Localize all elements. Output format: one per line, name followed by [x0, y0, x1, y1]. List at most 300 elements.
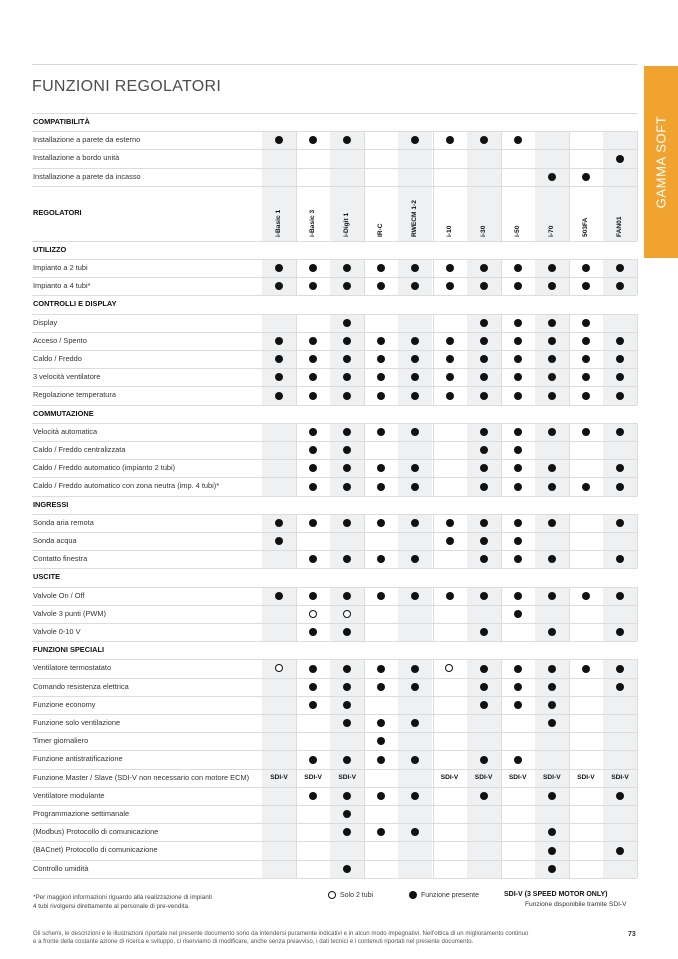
- column-shade: [398, 606, 432, 623]
- feature-present-dot: [377, 264, 385, 272]
- column-shade: [467, 842, 501, 859]
- feature-present-dot: [377, 792, 385, 800]
- column-divider: [569, 805, 570, 823]
- feature-present-dot: [514, 665, 522, 673]
- column-divider: [296, 787, 297, 805]
- row-divider: [32, 368, 637, 369]
- column-divider: [364, 823, 365, 841]
- column-divider: [637, 259, 638, 277]
- column-divider: [637, 805, 638, 823]
- column-divider: [296, 259, 297, 277]
- feature-present-dot: [343, 665, 351, 673]
- side-tab-label: GAMMA SOFT: [653, 115, 669, 209]
- feature-present-dot: [480, 264, 488, 272]
- row-divider: [32, 550, 637, 551]
- feature-present-dot: [548, 173, 556, 181]
- feature-present-dot: [309, 464, 317, 472]
- row-label: Impianto a 2 tubi: [33, 263, 88, 272]
- column-divider: [637, 131, 638, 149]
- page-number: 73: [628, 931, 636, 938]
- column-shade: [330, 733, 364, 750]
- feature-present-dot: [480, 355, 488, 363]
- row-divider: [32, 641, 637, 642]
- row-label: Funzione solo ventilazione: [33, 718, 121, 727]
- column-shade: [467, 733, 501, 750]
- column-divider: [501, 441, 502, 459]
- row-label: Comando resistenza elettrica: [33, 681, 129, 691]
- column-divider: [637, 514, 638, 532]
- column-divider: [296, 696, 297, 714]
- row-divider: [32, 277, 637, 278]
- column-shade: [262, 697, 296, 714]
- column-divider: [637, 423, 638, 441]
- row-divider: [32, 295, 637, 296]
- feature-present-dot: [548, 701, 556, 709]
- feature-present-dot: [514, 683, 522, 691]
- feature-present-dot: [514, 610, 522, 618]
- column-divider: [364, 423, 365, 441]
- row-divider: [32, 386, 637, 387]
- legend-dot-label: Funzione presente: [421, 891, 479, 899]
- column-shade: [398, 806, 432, 823]
- column-divider: [296, 623, 297, 641]
- feature-present-dot: [616, 519, 624, 527]
- column-shade: [603, 751, 637, 768]
- column-shade: [262, 715, 296, 732]
- column-divider: [296, 714, 297, 732]
- feature-present-dot: [480, 428, 488, 436]
- column-divider: [637, 769, 638, 787]
- feature-present-dot: [582, 355, 590, 363]
- column-divider: [637, 678, 638, 696]
- column-shade: [603, 606, 637, 623]
- feature-present-dot: [514, 282, 522, 290]
- feature-present-dot: [480, 519, 488, 527]
- feature-present-dot: [446, 282, 454, 290]
- row-label: Ventilatore termostatato: [33, 663, 112, 673]
- column-divider: [296, 550, 297, 568]
- row-divider: [32, 750, 637, 751]
- column-shade: [398, 770, 432, 787]
- table-top-rule: [32, 113, 637, 114]
- column-divider: [501, 714, 502, 732]
- section-heading: UTILIZZO: [33, 244, 67, 254]
- column-divider: [433, 168, 434, 186]
- section-heading: COMMUTAZIONE: [33, 408, 94, 418]
- column-divider: [433, 477, 434, 495]
- column-divider: [433, 841, 434, 859]
- row-divider: [32, 423, 637, 424]
- column-divider: [501, 823, 502, 841]
- row-label: (BACnet) Protocollo di comunicazione: [33, 845, 158, 855]
- column-shade: [603, 824, 637, 841]
- column-divider: [569, 386, 570, 404]
- column-divider: [637, 350, 638, 368]
- column-divider: [501, 350, 502, 368]
- row-label: Contatto finestra: [33, 554, 88, 564]
- column-shade: [262, 806, 296, 823]
- column-shade: [330, 533, 364, 550]
- feature-present-dot: [446, 355, 454, 363]
- row-label: Sonda acqua: [33, 536, 77, 545]
- row-divider: [32, 149, 637, 150]
- feature-present-dot: [446, 537, 454, 545]
- feature-present-dot: [377, 483, 385, 491]
- column-shade: [535, 806, 569, 823]
- column-divider: [364, 477, 365, 495]
- column-divider: [296, 732, 297, 750]
- feature-present-dot: [514, 592, 522, 600]
- column-divider: [637, 314, 638, 332]
- column-divider: [569, 477, 570, 495]
- column-divider: [296, 750, 297, 768]
- column-divider: [637, 750, 638, 768]
- column-divider: [296, 532, 297, 550]
- row-divider: [32, 787, 637, 788]
- column-divider: [637, 277, 638, 295]
- column-divider: [433, 149, 434, 167]
- column-header: i-70: [547, 225, 555, 237]
- column-shade: [603, 733, 637, 750]
- row-label: Regolazione temperatura: [33, 390, 116, 400]
- column-shade: [603, 169, 637, 186]
- row-label: Valvole 0-10 V: [33, 627, 81, 636]
- feature-present-dot: [377, 428, 385, 436]
- column-divider: [637, 696, 638, 714]
- column-divider: [433, 605, 434, 623]
- column-divider: [296, 659, 297, 677]
- feature-present-dot: [582, 319, 590, 327]
- disclaimer: [33, 930, 603, 946]
- column-divider: [569, 659, 570, 677]
- column-divider: [296, 277, 297, 295]
- column-header: IR-C: [377, 223, 385, 237]
- row-label: Impianto a 4 tubi*: [33, 281, 91, 291]
- column-divider: [364, 750, 365, 768]
- feature-present-dot: [309, 683, 317, 691]
- column-shade: [398, 697, 432, 714]
- feature-present-dot: [480, 756, 488, 764]
- feature-present-dot: [309, 337, 317, 345]
- feature-present-dot: [514, 337, 522, 345]
- row-label: 3 velocità ventilatore: [33, 372, 101, 382]
- feature-present-dot: [548, 719, 556, 727]
- column-header: FAN01: [616, 216, 624, 237]
- column-divider: [296, 860, 297, 878]
- column-divider: [501, 750, 502, 768]
- column-divider: [433, 459, 434, 477]
- feature-present-dot: [309, 446, 317, 454]
- column-divider: [501, 860, 502, 878]
- column-shade: [262, 424, 296, 441]
- feature-present-dot: [480, 483, 488, 491]
- feature-present-dot: [548, 337, 556, 345]
- feature-present-dot: [411, 483, 419, 491]
- column-divider: [501, 277, 502, 295]
- column-divider: [637, 623, 638, 641]
- column-divider: [501, 332, 502, 350]
- feature-present-dot: [480, 555, 488, 563]
- feature-present-dot: [309, 483, 317, 491]
- legend-sdi-code: SDI-V: [504, 891, 523, 898]
- column-shade: [535, 606, 569, 623]
- column-shade: [398, 861, 432, 878]
- column-divider: [501, 550, 502, 568]
- column-divider: [433, 441, 434, 459]
- column-divider: [501, 386, 502, 404]
- column-divider: [569, 423, 570, 441]
- feature-present-dot: [343, 865, 351, 873]
- column-divider: [569, 787, 570, 805]
- feature-present-dot: [548, 519, 556, 527]
- column-divider: [433, 823, 434, 841]
- row-label: Caldo / Freddo: [33, 354, 82, 363]
- column-divider: [501, 131, 502, 149]
- column-divider: [569, 696, 570, 714]
- column-divider: [569, 514, 570, 532]
- feature-present-dot: [480, 683, 488, 691]
- column-divider: [501, 423, 502, 441]
- feature-present-dot: [548, 264, 556, 272]
- column-divider: [364, 186, 365, 241]
- column-divider: [433, 314, 434, 332]
- column-divider: [569, 623, 570, 641]
- column-shade: [262, 169, 296, 186]
- feature-present-dot: [582, 337, 590, 345]
- column-divider: [637, 605, 638, 623]
- feature-present-dot: [343, 683, 351, 691]
- column-divider: [569, 732, 570, 750]
- sdi-cell-text: SDI-V: [338, 773, 356, 781]
- column-divider: [433, 714, 434, 732]
- footnote-line-1: *Per maggiori informazioni riguardo alla realizzazione di impianti: [33, 894, 212, 901]
- column-divider: [364, 350, 365, 368]
- feature-present-dot: [480, 592, 488, 600]
- feature-present-dot: [480, 373, 488, 381]
- column-divider: [433, 550, 434, 568]
- feature-present-dot: [377, 282, 385, 290]
- column-divider: [296, 314, 297, 332]
- column-divider: [364, 259, 365, 277]
- row-divider: [32, 405, 637, 406]
- row-divider: [32, 860, 637, 861]
- row-divider: [32, 532, 637, 533]
- column-divider: [569, 532, 570, 550]
- column-divider: [296, 841, 297, 859]
- row-divider: [32, 332, 637, 333]
- feature-present-dot: [377, 337, 385, 345]
- column-shade: [535, 533, 569, 550]
- column-shade: [330, 842, 364, 859]
- column-divider: [364, 587, 365, 605]
- column-shade: [603, 442, 637, 459]
- feature-present-dot: [446, 392, 454, 400]
- row-label: Programmazione settimanale: [33, 809, 130, 818]
- feature-present-dot: [582, 173, 590, 181]
- feature-present-dot: [616, 155, 624, 163]
- feature-present-dot: [309, 665, 317, 673]
- feature-present-dot: [582, 428, 590, 436]
- column-divider: [637, 550, 638, 568]
- column-divider: [637, 459, 638, 477]
- column-header: i-Basic 3: [309, 209, 317, 237]
- column-shade: [398, 733, 432, 750]
- row-divider: [32, 623, 637, 624]
- column-divider: [501, 149, 502, 167]
- column-shade: [535, 733, 569, 750]
- row-label: Installazione a parete da esterno: [33, 135, 141, 145]
- column-shade: [398, 150, 432, 167]
- column-divider: [569, 587, 570, 605]
- feature-present-dot: [480, 392, 488, 400]
- column-shade: [262, 861, 296, 878]
- section-heading: CONTROLLI E DISPLAY: [33, 299, 117, 309]
- column-divider: [433, 131, 434, 149]
- feature-present-dot: [480, 319, 488, 327]
- feature-present-dot: [343, 756, 351, 764]
- column-shade: [603, 715, 637, 732]
- column-header: RWECM 1-2: [411, 199, 419, 237]
- feature-present-dot: [343, 392, 351, 400]
- column-divider: [296, 386, 297, 404]
- feature-present-dot: [275, 392, 283, 400]
- footnote: [33, 894, 212, 911]
- feature-present-dot: [411, 665, 419, 673]
- column-divider: [433, 787, 434, 805]
- column-divider: [296, 678, 297, 696]
- column-shade: [262, 478, 296, 495]
- column-shade: [603, 697, 637, 714]
- row-divider: [32, 496, 637, 497]
- row-divider: [32, 350, 637, 351]
- feature-present-dot: [446, 337, 454, 345]
- feature-present-dot: [548, 847, 556, 855]
- column-shade: [262, 824, 296, 841]
- sdi-cell-text: SDI-V: [543, 773, 561, 781]
- sdi-cell-text: SDI-V: [270, 773, 288, 781]
- column-divider: [433, 750, 434, 768]
- column-divider: [364, 514, 365, 532]
- feature-present-dot: [343, 483, 351, 491]
- column-divider: [433, 332, 434, 350]
- feature-present-dot: [514, 319, 522, 327]
- ring-icon: [328, 891, 336, 899]
- column-divider: [364, 441, 365, 459]
- two-pipe-only-ring: [445, 664, 453, 672]
- column-divider: [501, 623, 502, 641]
- column-divider: [637, 823, 638, 841]
- dot-icon: [409, 891, 417, 899]
- column-divider: [433, 805, 434, 823]
- column-divider: [569, 368, 570, 386]
- column-divider: [501, 168, 502, 186]
- row-label: Installazione a parete da incasso: [33, 171, 141, 181]
- section-heading: INGRESSI: [33, 499, 69, 509]
- column-divider: [501, 514, 502, 532]
- section-heading: COMPATIBILITÀ: [33, 117, 90, 126]
- feature-present-dot: [377, 665, 385, 673]
- feature-present-dot: [582, 483, 590, 491]
- section-heading: FUNZIONI SPECIALI: [33, 645, 105, 655]
- column-divider: [501, 587, 502, 605]
- feature-present-dot: [377, 519, 385, 527]
- legend-sdi-bold: (3 SPEED MOTOR ONLY): [524, 891, 608, 898]
- column-divider: [364, 769, 365, 787]
- row-label: Controllo umidità: [33, 863, 89, 873]
- column-divider: [501, 532, 502, 550]
- column-shade: [262, 679, 296, 696]
- column-divider: [364, 368, 365, 386]
- column-divider: [364, 841, 365, 859]
- row-divider: [32, 259, 637, 260]
- column-divider: [569, 678, 570, 696]
- row-label: (Modbus) Protocollo di comunicazione: [33, 827, 159, 837]
- column-divider: [569, 168, 570, 186]
- column-divider: [364, 550, 365, 568]
- feature-present-dot: [377, 737, 385, 745]
- feature-present-dot: [514, 446, 522, 454]
- feature-present-dot: [480, 701, 488, 709]
- feature-present-dot: [343, 319, 351, 327]
- feature-present-dot: [446, 373, 454, 381]
- row-label: Funzione antistratificazione: [33, 754, 123, 764]
- column-divider: [433, 659, 434, 677]
- column-divider: [296, 350, 297, 368]
- feature-present-dot: [480, 446, 488, 454]
- column-divider: [637, 532, 638, 550]
- sdi-cell-text: SDI-V: [508, 773, 527, 781]
- row-label: Caldo / Freddo automatico (impianto 2 tubi): [33, 463, 176, 473]
- sdi-cell-text: SDI-V: [440, 773, 459, 781]
- row-label: Caldo / Freddo automatico con zona neutra (imp. 4 tubi)*: [33, 481, 220, 491]
- column-divider: [569, 550, 570, 568]
- row-divider: [32, 605, 637, 606]
- feature-present-dot: [377, 373, 385, 381]
- feature-present-dot: [514, 373, 522, 381]
- feature-present-dot: [309, 373, 317, 381]
- page-title: FUNZIONI REGOLATORI: [32, 78, 222, 95]
- column-divider: [501, 787, 502, 805]
- feature-present-dot: [275, 592, 283, 600]
- column-divider: [501, 459, 502, 477]
- column-divider: [637, 841, 638, 859]
- column-divider: [364, 805, 365, 823]
- row-label: Acceso / Spento: [33, 335, 87, 345]
- row-label: Caldo / Freddo centralizzata: [33, 445, 126, 454]
- column-divider: [364, 532, 365, 550]
- feature-present-dot: [377, 355, 385, 363]
- feature-present-dot: [275, 519, 283, 527]
- feature-present-dot: [514, 136, 522, 144]
- column-divider: [364, 332, 365, 350]
- feature-present-dot: [514, 701, 522, 709]
- column-divider: [433, 678, 434, 696]
- column-shade: [603, 315, 637, 332]
- column-divider: [637, 441, 638, 459]
- feature-present-dot: [582, 665, 590, 673]
- feature-present-dot: [480, 464, 488, 472]
- column-divider: [364, 168, 365, 186]
- feature-present-dot: [446, 136, 454, 144]
- column-divider: [364, 696, 365, 714]
- column-divider: [364, 787, 365, 805]
- feature-present-dot: [616, 847, 624, 855]
- column-divider: [501, 678, 502, 696]
- column-shade: [262, 442, 296, 459]
- column-divider: [569, 860, 570, 878]
- feature-present-dot: [309, 628, 317, 636]
- column-shade: [330, 150, 364, 167]
